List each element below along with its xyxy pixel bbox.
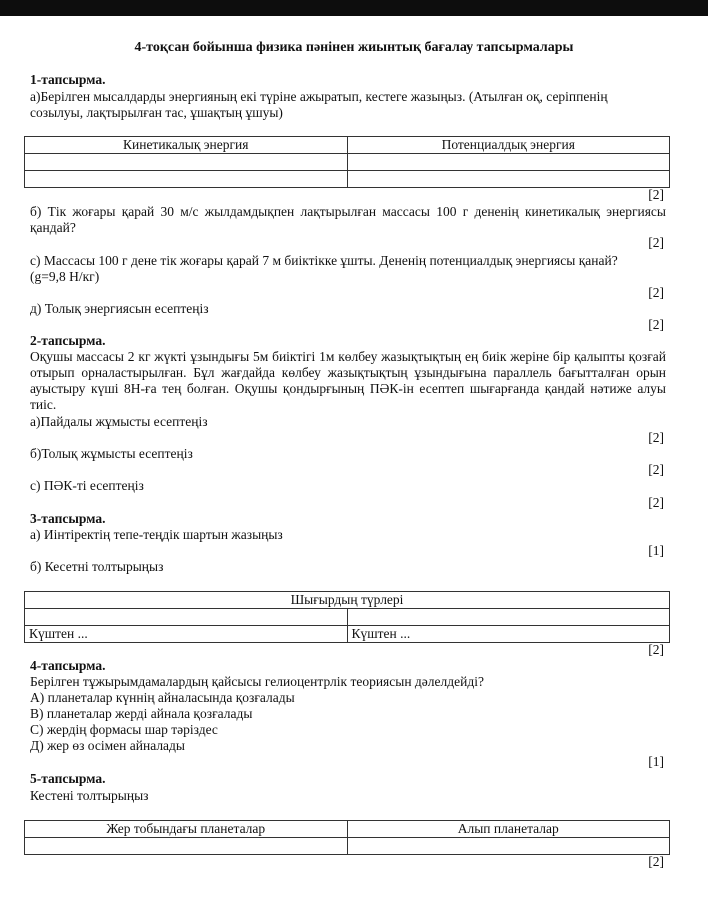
task1-d-score: [2]: [648, 317, 664, 332]
table-header-row: [25, 821, 670, 838]
task4-option-b: В) планеталар жерді айнала қозғалады: [30, 706, 253, 721]
task1-d-text: д) Толық энергиясын есептеңіз: [30, 301, 209, 316]
top-dark-bar: [0, 0, 708, 16]
table-cell[interactable]: [347, 609, 670, 626]
task1-c-line1: с) Массасы 100 г дене тік жоғары қарай 7 м биіктікке ұшты. Дененің потенциалдық энергиясы қанай?: [30, 253, 618, 268]
task1-b-text: б) Тік жоғары қарай 30 м/с жылдамдықпен лақтырылған массасы 100 г дененің кинетикалық энергиясы қандай?: [30, 204, 666, 235]
task2-a-score: [2]: [648, 430, 664, 445]
task2-heading: 2-тапсырма.: [30, 333, 106, 348]
terrestrial-planets-header: Жер тобындағы планеталар: [25, 821, 348, 838]
task2-b-text: б)Толық жұмысты есептеңіз: [30, 446, 193, 461]
table-header-row: [25, 137, 670, 154]
task4-question: Берілген тұжырымдамалардың қайсысы гелиоцентрлік теориясын дәлелдейді?: [30, 674, 484, 689]
table-row: [25, 171, 670, 188]
table-cell[interactable]: [347, 171, 670, 188]
task1-c-line2: (g=9,8 Н/кг): [30, 269, 100, 284]
task3-b-text: б) Кесетні толтырыңыз: [30, 559, 164, 574]
task3-b-score: [2]: [648, 642, 664, 657]
table-header-row: [25, 592, 670, 609]
potential-energy-header: Потенциалдық энергия: [347, 137, 670, 154]
task5-score: [2]: [648, 854, 664, 869]
task1-b-score: [2]: [648, 235, 664, 250]
table-cell[interactable]: Күштен ...: [25, 626, 348, 643]
task4-option-a: А) планеталар күннің айналасында қозғалады: [30, 690, 295, 705]
table-cell[interactable]: [25, 171, 348, 188]
document-page: [0, 16, 708, 904]
energy-table: [24, 136, 670, 188]
task1-heading: 1-тапсырма.: [30, 72, 106, 87]
table-cell[interactable]: [25, 838, 348, 855]
giant-planets-header: Алып планеталар: [347, 821, 670, 838]
task2-body: Оқушы массасы 2 кг жүкті ұзындығы 5м биіктігі 1м көлбеу жазықтықтың ең биік жеріне бір қалыпты қозғай отырып орналастырылған. Бұл жағдайда көлбеу жазықтықтың ұзындығына параллель бағытталған орын ауыстыру күші 8Н-ға тең болған. Оқушы қондырғының ПӘК-ін есептеп шығарғанда қандай нәтиже алуы тиіс.: [30, 349, 666, 412]
task4-option-c: С) жердің формасы шар тәріздес: [30, 722, 218, 737]
task3-heading: 3-тапсырма.: [30, 511, 106, 526]
pulley-table: [24, 591, 670, 643]
task4-option-d: Д) жер өз осімен айналады: [30, 738, 185, 753]
task2-a-text: а)Пайдалы жұмысты есептеңіз: [30, 414, 208, 429]
task3-a-text: а) Иінтіректің тепе-теңдік шартын жазыңыз: [30, 527, 283, 542]
table-cell[interactable]: [25, 154, 348, 171]
task5-text: Кестені толтырыңыз: [30, 788, 149, 803]
kinetic-energy-header: Кинетикалық энергия: [25, 137, 348, 154]
task2-c-text: с) ПӘК-ті есептеңіз: [30, 478, 144, 493]
document-title: 4-тоқсан бойынша физика пәнінен жиынтық бағалау тапсырмалары: [134, 40, 574, 55]
task4-score: [1]: [648, 754, 664, 769]
table-cell[interactable]: [25, 609, 348, 626]
task1-a-score: [2]: [648, 187, 664, 202]
task1-a-line1: а)Берілген мысалдарды энергияның екі түріне ажыратып, кестеге жазыңыз. (Атылған оқ, серіппенің: [30, 89, 608, 104]
pulley-types-header: Шығырдың түрлері: [25, 592, 670, 609]
task1-a-line2: созылуы, лақтырылған тас, ұшақтың ұшуы): [30, 105, 283, 120]
task2-c-score: [2]: [648, 495, 664, 510]
table-row: [25, 838, 670, 855]
table-row: [25, 626, 670, 643]
table-cell[interactable]: [347, 838, 670, 855]
task3-a-score: [1]: [648, 543, 664, 558]
table-row: [25, 609, 670, 626]
task5-heading: 5-тапсырма.: [30, 771, 106, 786]
task4-heading: 4-тапсырма.: [30, 658, 106, 673]
task2-b-score: [2]: [648, 462, 664, 477]
planets-table: [24, 820, 670, 855]
table-cell[interactable]: [347, 154, 670, 171]
table-row: [25, 154, 670, 171]
task1-c-score: [2]: [648, 285, 664, 300]
table-cell[interactable]: Күштен ...: [347, 626, 670, 643]
